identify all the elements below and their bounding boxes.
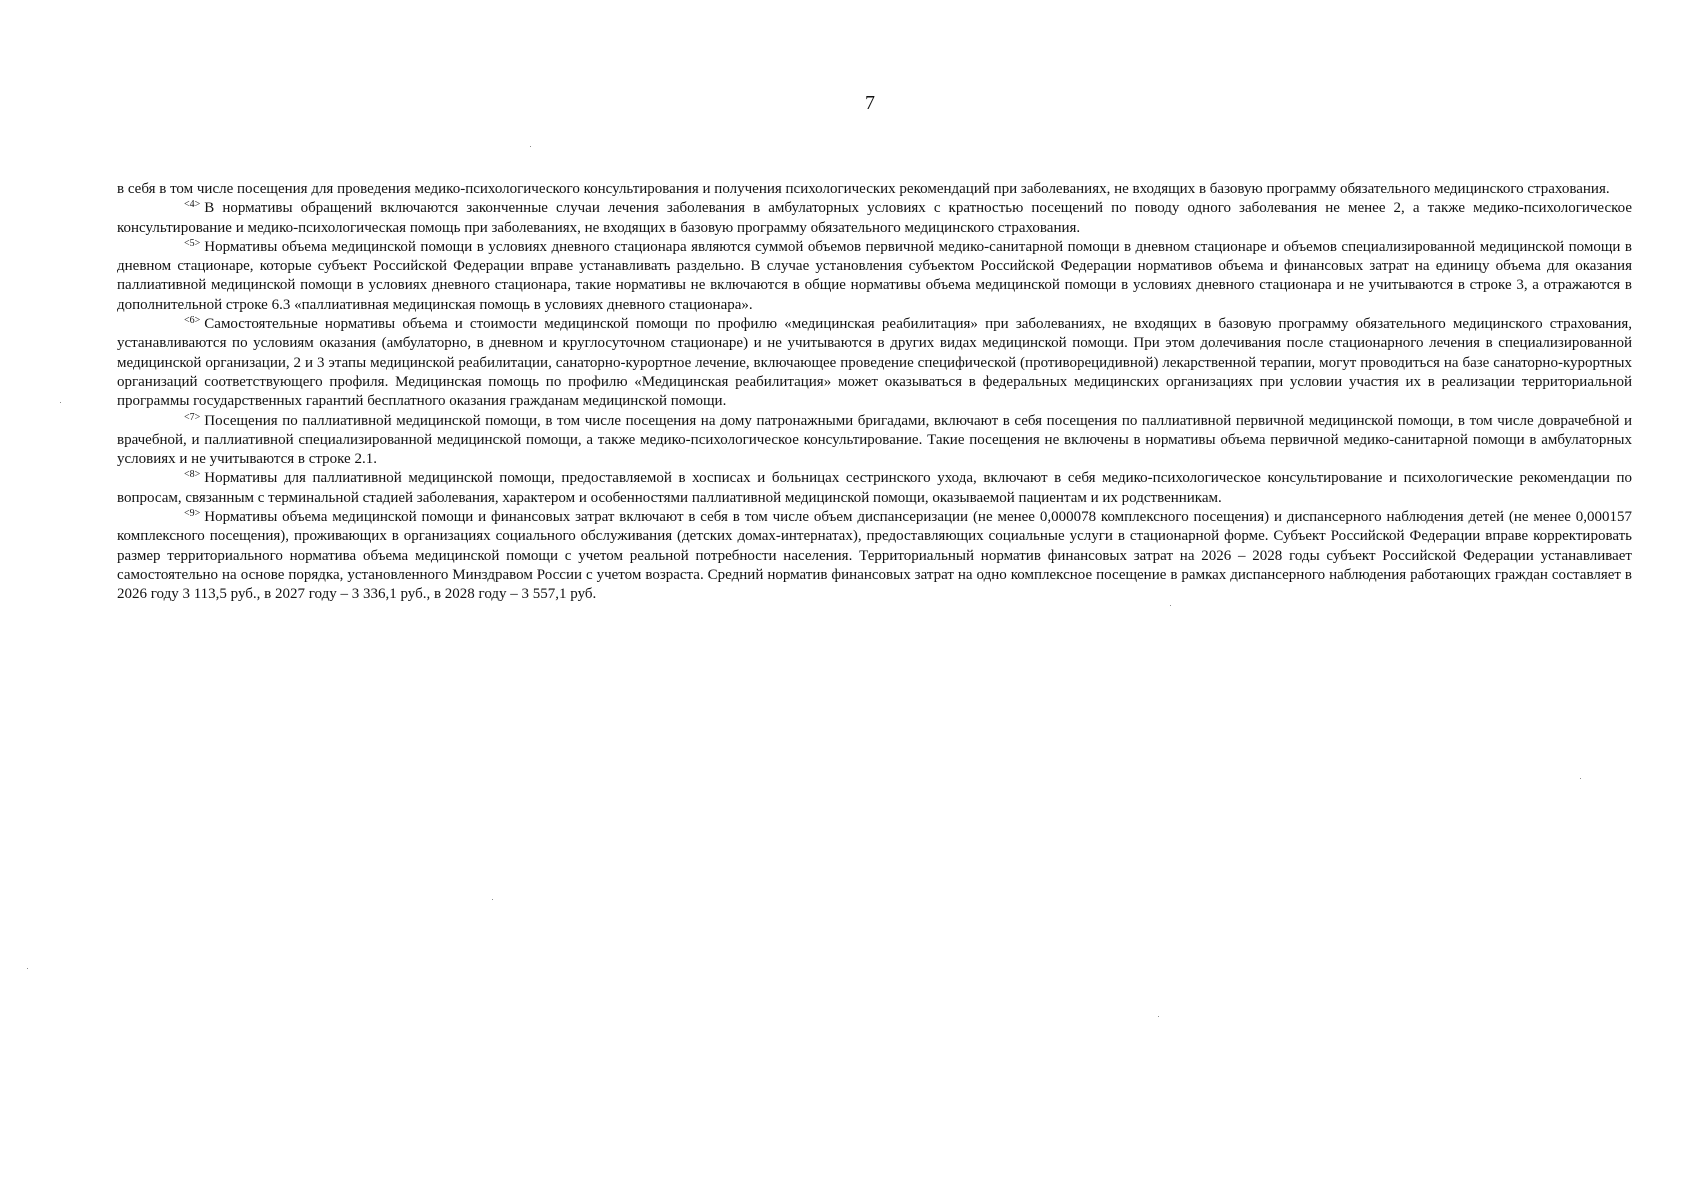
scan-speck [530,146,531,147]
scan-speck [1158,1016,1159,1017]
footnote-9 [117,508,1632,604]
footnote-text-5: Нормативы объема медицинской помощи в условиях дневного стационара являются суммой объемов первичной медико-санитарной помощи в дневном стационаре и объемов специализированной медицинской помощи в дневном стационаре, которые субъект Российской Федерации вправе устанавливать раздельно. В случае установления субъектом Российской Федерации нормативов объема и финансовых затрат на единицу объема для оказания паллиативной медицинской помощи в условиях дневного стационара, такие нормативы не включаются в общие нормативы объема медицинской помощи в условиях дневного стационара и не учитываются в строке 3, а отражаются в дополнительной строке 6.3 «паллиативная медицинская помощь в условиях дневного стационара». [117,238,1632,313]
footnote-8 [117,469,1632,508]
footnote-marker-5: <5> [184,237,201,249]
scan-speck [1580,778,1581,779]
footnote-text-9: Нормативы объема медицинской помощи и финансовых затрат включают в себя в том числе объем диспансеризации (не менее 0,000078 комплексного посещения) и диспансерного наблюдения детей (не менее 0,000157 комплексного посещения), проживающих в организациях социального обслуживания (детских домах-интернатах), предоставляющих социальные услуги в стационарной форме. Субъект Российской Федерации вправе корректировать размер территориального норматива объема медицинской помощи с учетом реальной потребности населения. Территориальный норматив финансовых затрат на 2026 – 2028 годы субъект Российской Федерации устанавливает самостоятельно на основе порядка, установленного Минздравом России с учетом возраста. Средний норматив финансовых затрат на одно комплексное посещение в рамках диспансерного наблюдения работающих граждан составляет в 2026 году 3 113,5 руб., в 2027 году – 3 336,1 руб., в 2028 году – 3 557,1 руб. [117,509,1632,603]
footnote-text-8: Нормативы для паллиативной медицинской помощи, предоставляемой в хосписах и больницах сестринского ухода, включают в себя медико-психологическое консультирование и психологические рекомендации по вопросам, связанным с терминальной стадией заболевания, характером и особенностями паллиативной медицинской помощи, оказываемой пациентам и их родственникам. [117,470,1632,506]
footnote-7 [117,412,1632,470]
footnote-text-7: Посещения по паллиативной медицинской помощи, в том числе посещения на дому патронажными бригадами, включают в себя посещения по паллиативной первичной медицинской помощи, в том числе доврачебной и врачебной, и паллиативной специализированной медицинской помощи, а также медико-психологическое консультирование. Такие посещения не включены в нормативы объема первичной медико-санитарной помощи в амбулаторных условиях и не учитываются в строке 2.1. [117,412,1632,468]
footnote-text-4: В нормативы обращений включаются законченные случаи лечения заболевания в амбулаторных условиях с кратностью посещений по поводу одного заболевания не менее 2, а также медико-психологическое консультирование и медико-психологическая помощь при заболеваниях, не входящих в базовую программу обязательного медицинского страхования. [117,200,1632,236]
footnote-marker-6: <6> [184,315,201,327]
footnotes-block [117,180,1632,605]
footnote-5 [117,238,1632,315]
footnote-marker-8: <8> [184,469,201,481]
footnote-continuation: в себя в том числе посещения для проведения медико-психологического консультирования и получения психологических рекомендаций при заболеваниях, не входящих в базовую программу обязательного медицинского страхования. [117,181,1610,197]
footnote-marker-7: <7> [184,411,201,423]
footnote-4 [117,199,1632,238]
footnote-marker-4: <4> [184,199,201,211]
footnote-marker-9: <9> [184,508,201,520]
scan-speck [1170,605,1171,606]
footnote-6 [117,315,1632,411]
scan-speck [60,402,61,403]
scan-speck [492,899,493,900]
scan-speck [27,968,28,969]
page-number: 7 [865,92,875,114]
footnote-text-6: Самостоятельные нормативы объема и стоимости медицинской помощи по профилю «медицинская реабилитация» при заболеваниях, не входящих в базовую программу обязательного медицинского страхования, устанавливаются по условиям оказания (амбулаторно, в дневном и круглосуточном стационаре) и не учитываются в других видах медицинской помощи. При этом долечивания после стационарного лечения в специализированной медицинской организации, 2 и 3 этапы медицинской реабилитации, санаторно-курортное лечение, включающее проведение специфической (противорецидивной) лекарственной терапии, могут проводиться на базе санаторно-курортных организаций соответствующего профиля. Медицинская помощь по профилю «Медицинская реабилитация» может оказываться в федеральных медицинских организациях при условии участия их в реализации территориальной программы государственных гарантий бесплатного оказания гражданам медицинской помощи. [117,316,1632,410]
